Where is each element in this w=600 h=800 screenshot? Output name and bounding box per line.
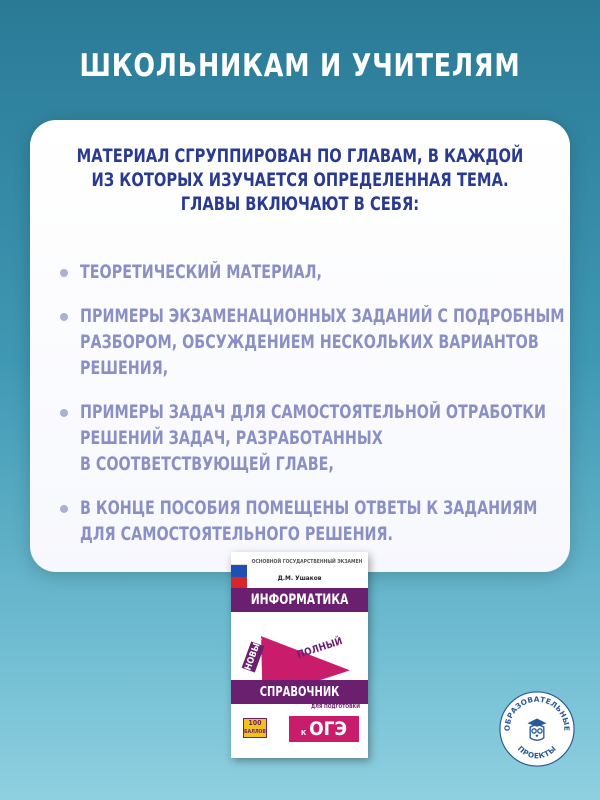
logo-top-text: ОБРАЗОВАТЕЛЬНЫЕ [502, 694, 572, 732]
bullet-line: В СООТВЕТСТВУЮЩЕЙ ГЛАВЕ, [80, 454, 334, 475]
intro-line: ИЗ КОТОРЫХ ИЗУЧАЕТСЯ ОПРЕДЕЛЕННАЯ ТЕМА. [91, 169, 509, 191]
list-item [58, 496, 558, 548]
bullet-line: ПРИМЕРЫ ЗАДАЧ ДЛЯ САМОСТОЯТЕЛЬНОЙ ОТРАБОТКИ [80, 402, 546, 423]
flag-icon [231, 552, 247, 588]
book-series: ОСНОВНОЙ ГОСУДАРСТВЕННЫЙ ЭКЗАМЕН [251, 559, 363, 565]
bullet-line: ДЛЯ САМОСТОЯТЕЛЬНОГО РЕШЕНИЯ. [80, 524, 393, 545]
bullet-line: ТЕОРЕТИЧЕСКИЙ МАТЕРИАЛ, [80, 262, 322, 283]
list-item [58, 260, 558, 286]
intro-line: МАТЕРИАЛ СГРУППИРОВАН ПО ГЛАВАМ, В КАЖДОЙ [76, 145, 524, 167]
bullet-line: РЕШЕНИЯ, [80, 358, 169, 379]
bullet-dot-icon [60, 313, 68, 321]
book-for-prep: ДЛЯ ПОДГОТОВКИ [311, 704, 360, 710]
book-exam: К ОГЭ [289, 716, 359, 742]
bullet-line: РЕШЕНИЙ ЗАДАЧ, РАЗРАБОТАННЫХ [80, 428, 383, 449]
info-card [30, 120, 570, 572]
bullet-list [58, 260, 565, 566]
book-author: Д.М. Ушаков [277, 574, 322, 582]
bullet-dot-icon [60, 409, 68, 417]
intro-text [30, 144, 570, 216]
logo-bottom-text: ПРОЕКТЫ [515, 743, 559, 761]
publisher-logo [498, 690, 576, 768]
book-lower [231, 612, 368, 758]
bullet-dot-icon [60, 505, 68, 513]
badge-100: 100 БАЛЛОВ [243, 718, 267, 738]
book-title: СПРАВОЧНИК [231, 680, 368, 704]
page-title: ШКОЛЬНИКАМ И УЧИТЕЛЯМ [79, 48, 521, 84]
intro-line: ГЛАВЫ ВКЛЮЧАЮТ В СЕБЯ: [180, 193, 420, 215]
list-item [58, 304, 565, 382]
bullet-line: ПРИМЕРЫ ЭКЗАМЕНАЦИОННЫХ ЗАДАНИЙ С ПОДРОБНЫМ [80, 306, 565, 327]
bullet-line: В КОНЦЕ ПОСОБИЯ ПОМЕЩЕНЫ ОТВЕТЫ К ЗАДАНИЯМ [80, 498, 538, 519]
book-subject: ИНФОРМАТИКА [231, 588, 368, 612]
book-cover [231, 552, 368, 758]
list-item [58, 400, 558, 478]
bullet-dot-icon [60, 269, 68, 277]
bullet-line: РАЗБОРОМ, ОБСУЖДЕНИЕМ НЕСКОЛЬКИХ ВАРИАНТОВ [80, 332, 539, 353]
ribbon-full: ПОЛНЫЙ [295, 636, 344, 662]
ribbon-new: НОВЫЙ [243, 635, 265, 672]
